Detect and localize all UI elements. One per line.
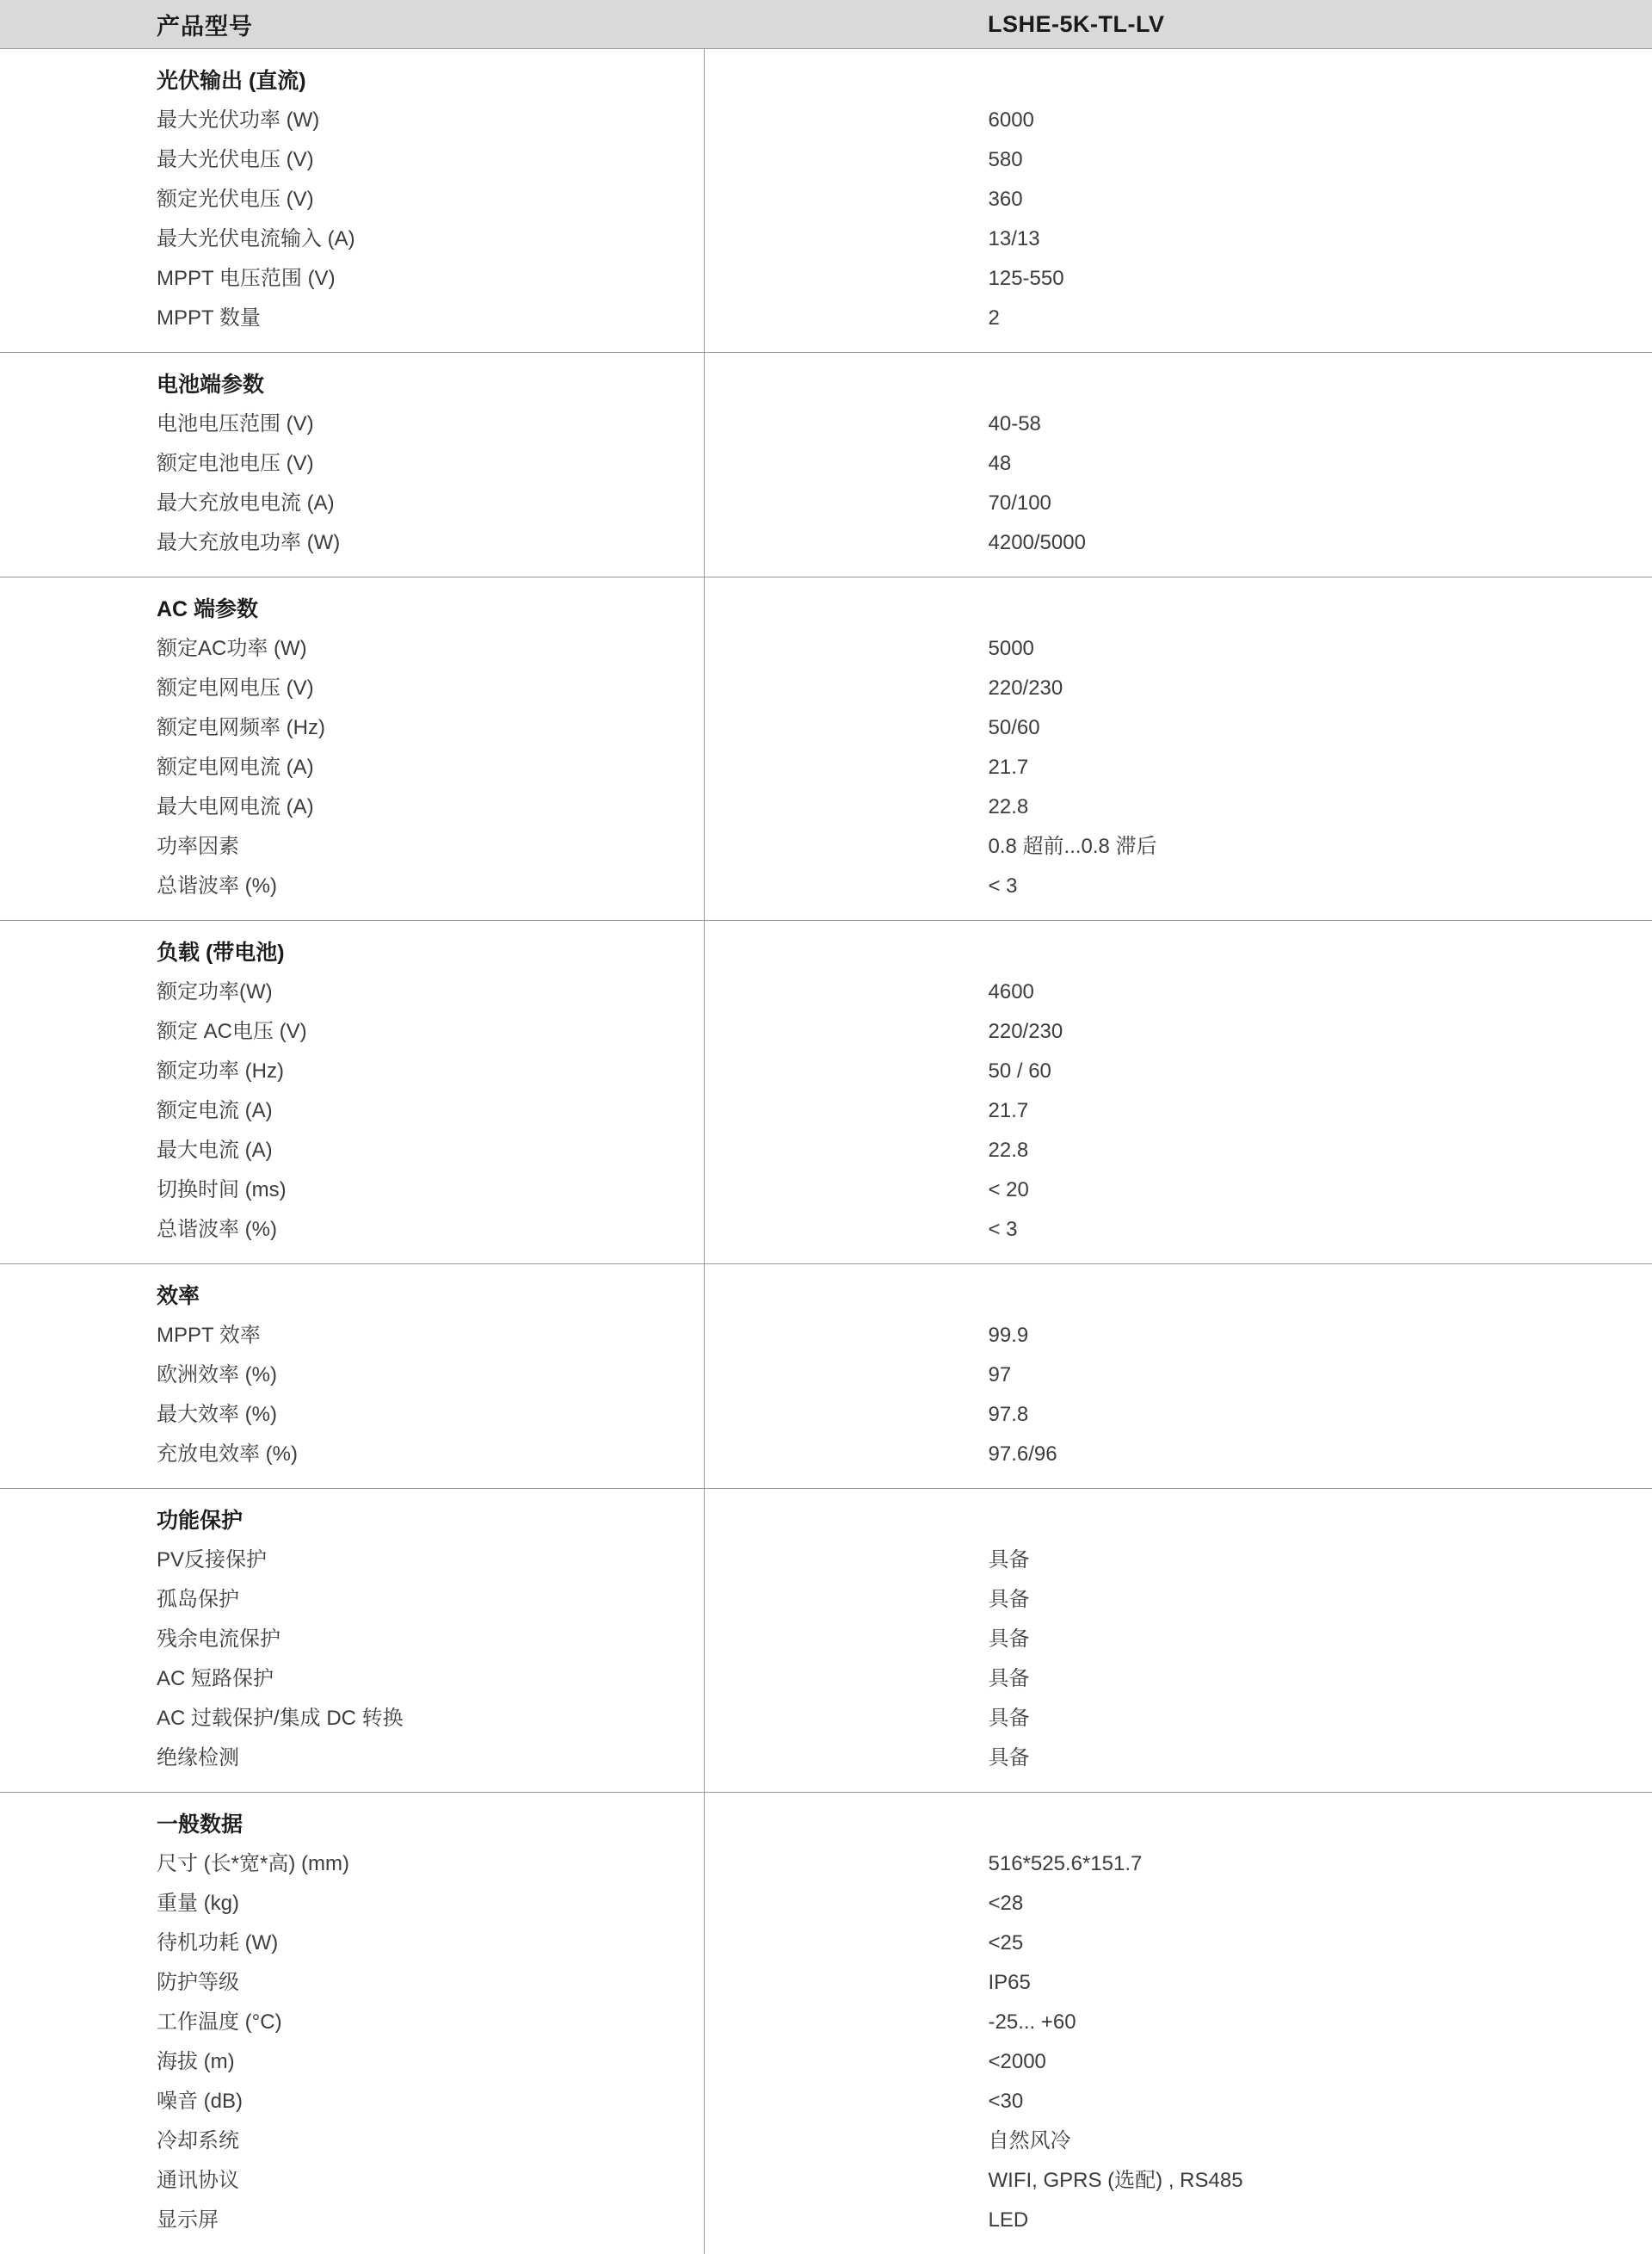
spec-row-label: 最大电网电流 (A) xyxy=(157,787,704,827)
section-labels-cell xyxy=(0,1793,704,2254)
spec-row-label: 工作温度 (°C) xyxy=(157,2003,704,2042)
spec-row-value: 4200/5000 xyxy=(705,523,1652,563)
spec-row-label: 绝缘检测 xyxy=(157,1738,704,1778)
spec-row-value: IP65 xyxy=(705,1963,1652,2003)
section-labels-cell xyxy=(0,921,704,1264)
section-values-cell xyxy=(704,49,1652,353)
spec-row-label: 最大充放电功率 (W) xyxy=(157,523,704,563)
spec-row-value: 97.8 xyxy=(705,1395,1652,1435)
spec-row-value: 具备 xyxy=(705,1699,1652,1738)
section-title: 光伏输出 (直流) xyxy=(157,61,704,101)
spec-row-value: 13/13 xyxy=(705,219,1652,259)
spec-row-label: MPPT 数量 xyxy=(157,299,704,338)
section-values-cell xyxy=(704,577,1652,921)
section-title-spacer xyxy=(705,590,1652,629)
spec-row-label: 额定AC功率 (W) xyxy=(157,629,704,669)
section-labels-inner xyxy=(0,49,704,352)
section-labels-cell xyxy=(0,577,704,921)
spec-section xyxy=(0,577,1652,921)
section-values-cell xyxy=(704,353,1652,577)
section-values-inner xyxy=(705,1793,1652,2254)
spec-row-label: 冷却系统 xyxy=(157,2121,704,2161)
section-title: AC 端参数 xyxy=(157,590,704,629)
header-model-value: LSHE-5K-TL-LV xyxy=(704,11,1652,38)
spec-row-label: 通讯协议 xyxy=(157,2161,704,2201)
section-values-inner xyxy=(705,921,1652,1263)
spec-row-label: 额定 AC电压 (V) xyxy=(157,1012,704,1052)
section-title: 功能保护 xyxy=(157,1501,704,1541)
spec-section xyxy=(0,1793,1652,2254)
spec-row-label: MPPT 效率 xyxy=(157,1316,704,1355)
spec-row-value: 125-550 xyxy=(705,259,1652,299)
spec-row-label: 尺寸 (长*宽*高) (mm) xyxy=(157,1844,704,1884)
spec-row-value: 自然风冷 xyxy=(705,2121,1652,2161)
section-labels-cell xyxy=(0,49,704,353)
spec-row-label: 额定电池电压 (V) xyxy=(157,444,704,484)
spec-row-label: 噪音 (dB) xyxy=(157,2082,704,2121)
spec-row-label: 待机功耗 (W) xyxy=(157,1924,704,1963)
spec-row-label: 显示屏 xyxy=(157,2201,704,2240)
section-values-inner xyxy=(705,49,1652,352)
section-title: 效率 xyxy=(157,1276,704,1316)
spec-row-label: 最大电流 (A) xyxy=(157,1131,704,1170)
spec-row-value: 21.7 xyxy=(705,1091,1652,1131)
spec-row-value: 2 xyxy=(705,299,1652,338)
spec-row-value: < 3 xyxy=(705,867,1652,906)
spec-row-label: 最大效率 (%) xyxy=(157,1395,704,1435)
section-labels-inner xyxy=(0,353,704,577)
section-title-spacer xyxy=(705,1501,1652,1541)
spec-row-label: 功率因素 xyxy=(157,827,704,867)
spec-row-value: 516*525.6*151.7 xyxy=(705,1844,1652,1884)
spec-row-value: < 3 xyxy=(705,1210,1652,1250)
spec-row-value: 220/230 xyxy=(705,1012,1652,1052)
spec-row-value: <30 xyxy=(705,2082,1652,2121)
spec-row-value: LED xyxy=(705,2201,1652,2240)
section-title-spacer xyxy=(705,1805,1652,1844)
header-right-cell xyxy=(704,0,1652,49)
spec-row-value: 97 xyxy=(705,1355,1652,1395)
table-header-row xyxy=(0,0,1652,49)
spec-row-label: 欧洲效率 (%) xyxy=(157,1355,704,1395)
spec-row-label: 残余电流保护 xyxy=(157,1620,704,1659)
spec-section xyxy=(0,1489,1652,1793)
section-values-cell xyxy=(704,1793,1652,2254)
spec-row-label: 总谐波率 (%) xyxy=(157,1210,704,1250)
spec-row-label: 电池电压范围 (V) xyxy=(157,404,704,444)
section-labels-inner xyxy=(0,1489,704,1792)
spec-row-value: 具备 xyxy=(705,1620,1652,1659)
section-title-spacer xyxy=(705,1276,1652,1316)
section-labels-inner xyxy=(0,1264,704,1488)
spec-row-value: 220/230 xyxy=(705,669,1652,708)
spec-row-label: AC 过载保护/集成 DC 转换 xyxy=(157,1699,704,1738)
spec-row-value: 97.6/96 xyxy=(705,1435,1652,1474)
section-labels-cell xyxy=(0,1264,704,1489)
spec-row-value: <2000 xyxy=(705,2042,1652,2082)
spec-row-value: 具备 xyxy=(705,1580,1652,1620)
section-values-cell xyxy=(704,1489,1652,1793)
spec-section xyxy=(0,921,1652,1264)
spec-section xyxy=(0,49,1652,353)
section-title: 一般数据 xyxy=(157,1805,704,1844)
spec-row-label: 充放电效率 (%) xyxy=(157,1435,704,1474)
spec-row-label: 额定电网电流 (A) xyxy=(157,748,704,787)
spec-row-value: 580 xyxy=(705,140,1652,180)
spec-row-value: WIFI, GPRS (选配) , RS485 xyxy=(705,2161,1652,2201)
spec-row-value: 70/100 xyxy=(705,484,1652,523)
spec-row-value: 22.8 xyxy=(705,1131,1652,1170)
section-values-inner xyxy=(705,1489,1652,1792)
spec-row-label: 重量 (kg) xyxy=(157,1884,704,1924)
spec-row-label: 总谐波率 (%) xyxy=(157,867,704,906)
spec-row-value: 具备 xyxy=(705,1738,1652,1778)
spec-row-value: 50 / 60 xyxy=(705,1052,1652,1091)
spec-row-value: 具备 xyxy=(705,1541,1652,1580)
spec-row-value: 4600 xyxy=(705,973,1652,1012)
section-title-spacer xyxy=(705,365,1652,404)
spec-row-value: <25 xyxy=(705,1924,1652,1963)
spec-section xyxy=(0,353,1652,577)
spec-row-label: 最大光伏功率 (W) xyxy=(157,101,704,140)
spec-row-label: 最大光伏电流输入 (A) xyxy=(157,219,704,259)
spec-row-label: MPPT 电压范围 (V) xyxy=(157,259,704,299)
section-title-spacer xyxy=(705,933,1652,973)
spec-row-label: 孤岛保护 xyxy=(157,1580,704,1620)
spec-row-value: < 20 xyxy=(705,1170,1652,1210)
spec-row-value: 5000 xyxy=(705,629,1652,669)
section-labels-inner xyxy=(0,921,704,1263)
spec-row-label: 最大充放电电流 (A) xyxy=(157,484,704,523)
spec-row-label: 额定电网电压 (V) xyxy=(157,669,704,708)
section-labels-cell xyxy=(0,353,704,577)
spec-row-value: 99.9 xyxy=(705,1316,1652,1355)
spec-row-value: 0.8 超前...0.8 滞后 xyxy=(705,827,1652,867)
section-title: 电池端参数 xyxy=(157,365,704,404)
section-title: 负载 (带电池) xyxy=(157,933,704,973)
section-values-cell xyxy=(704,1264,1652,1489)
spec-row-label: 额定光伏电压 (V) xyxy=(157,180,704,219)
spec-row-label: AC 短路保护 xyxy=(157,1659,704,1699)
section-values-inner xyxy=(705,353,1652,577)
spec-row-label: 额定电流 (A) xyxy=(157,1091,704,1131)
section-labels-cell xyxy=(0,1489,704,1793)
spec-row-label: 额定功率 (Hz) xyxy=(157,1052,704,1091)
header-left-cell xyxy=(0,0,704,49)
spec-row-label: 额定功率(W) xyxy=(157,973,704,1012)
section-labels-inner xyxy=(0,1793,704,2254)
spec-row-value: 具备 xyxy=(705,1659,1652,1699)
spec-row-value: -25... +60 xyxy=(705,2003,1652,2042)
section-values-inner xyxy=(705,1264,1652,1488)
section-values-cell xyxy=(704,921,1652,1264)
header-product-model-label: 产品型号 xyxy=(0,8,704,41)
spec-section xyxy=(0,1264,1652,1489)
spec-row-label: 额定电网频率 (Hz) xyxy=(157,708,704,748)
spec-row-label: PV反接保护 xyxy=(157,1541,704,1580)
section-title-spacer xyxy=(705,61,1652,101)
spec-row-label: 切换时间 (ms) xyxy=(157,1170,704,1210)
spec-row-label: 最大光伏电压 (V) xyxy=(157,140,704,180)
section-labels-inner xyxy=(0,577,704,920)
spec-row-value: 6000 xyxy=(705,101,1652,140)
spec-row-label: 海拔 (m) xyxy=(157,2042,704,2082)
spec-row-value: 50/60 xyxy=(705,708,1652,748)
spec-row-label: 防护等级 xyxy=(157,1963,704,2003)
spec-row-value: 22.8 xyxy=(705,787,1652,827)
spec-row-value: <28 xyxy=(705,1884,1652,1924)
spec-row-value: 360 xyxy=(705,180,1652,219)
spec-row-value: 48 xyxy=(705,444,1652,484)
section-values-inner xyxy=(705,577,1652,920)
spec-row-value: 40-58 xyxy=(705,404,1652,444)
spec-row-value: 21.7 xyxy=(705,748,1652,787)
